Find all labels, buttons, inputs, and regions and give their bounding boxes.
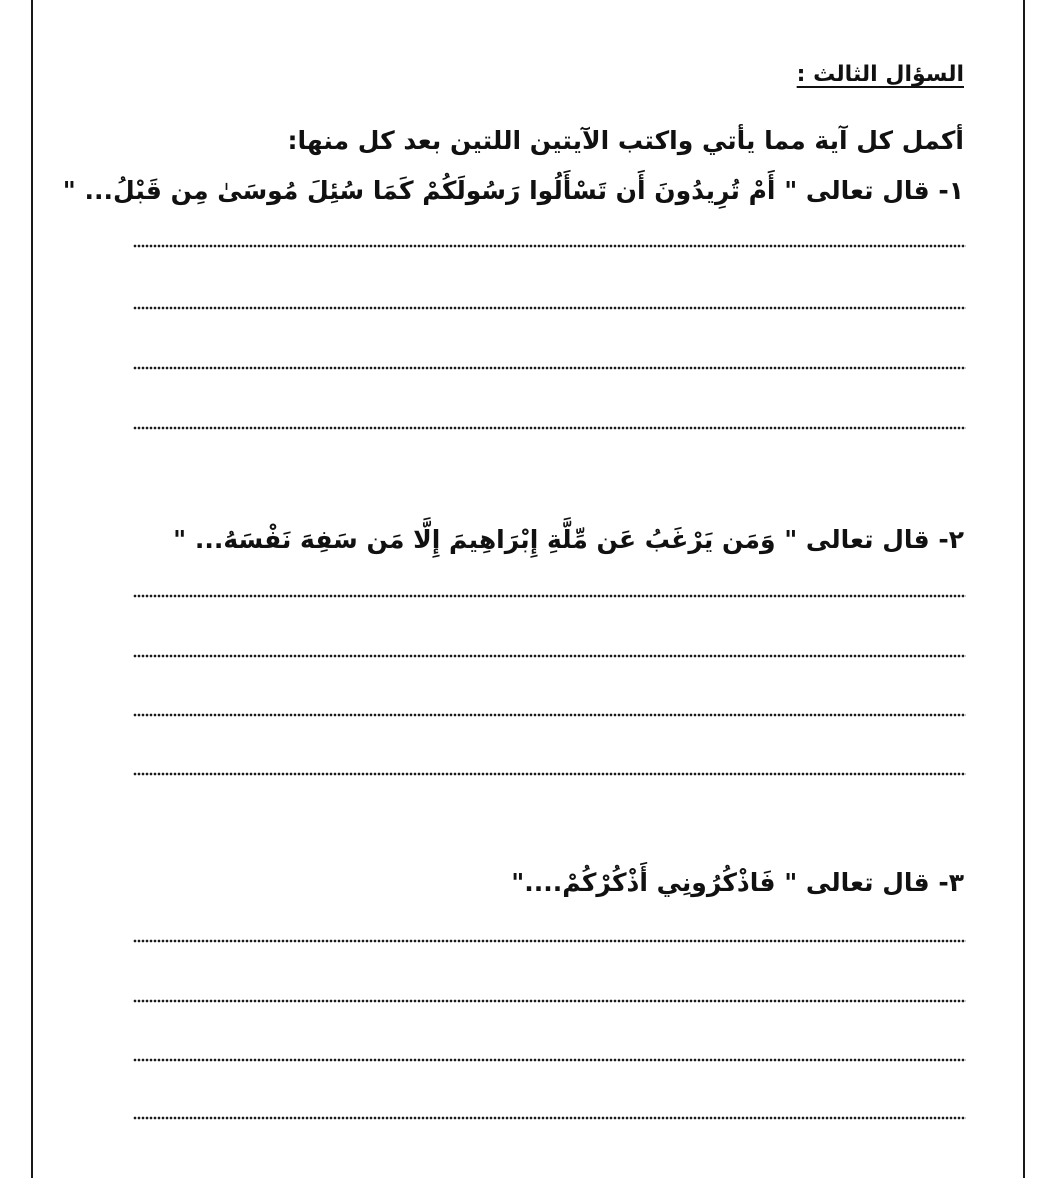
answer-line[interactable] bbox=[133, 306, 966, 310]
page-border-left bbox=[31, 0, 33, 1178]
answer-line[interactable] bbox=[133, 654, 966, 658]
answer-line[interactable] bbox=[133, 772, 966, 776]
answer-line[interactable] bbox=[133, 244, 966, 248]
answer-line[interactable] bbox=[133, 594, 966, 598]
answer-line[interactable] bbox=[133, 713, 966, 717]
question-1-text: ١- قال تعالى " أَمْ تُرِيدُونَ أَن تَسْأَلُوا رَسُولَكُمْ كَمَا سُئِلَ مُوسَىٰ مِن قَبْلُ... " bbox=[62, 176, 964, 205]
answer-line[interactable] bbox=[133, 1116, 966, 1120]
question-3-text: ٣- قال تعالى " فَاذْكُرُونِي أَذْكُرْكُمْ...." bbox=[511, 868, 964, 897]
page-border-right bbox=[1023, 0, 1025, 1178]
answer-line[interactable] bbox=[133, 426, 966, 430]
instruction-text: أكمل كل آية مما يأتي واكتب الآيتين اللتين بعد كل منها: bbox=[287, 126, 964, 155]
answer-line[interactable] bbox=[133, 999, 966, 1003]
answer-line[interactable] bbox=[133, 1058, 966, 1062]
answer-line[interactable] bbox=[133, 939, 966, 943]
answer-line[interactable] bbox=[133, 366, 966, 370]
question-2-text: ٢- قال تعالى " وَمَن يَرْغَبُ عَن مِّلَّةِ إِبْرَاهِيمَ إِلَّا مَن سَفِهَ نَفْسَهُ... " bbox=[173, 525, 964, 554]
question-title: السؤال الثالث : bbox=[796, 62, 964, 87]
